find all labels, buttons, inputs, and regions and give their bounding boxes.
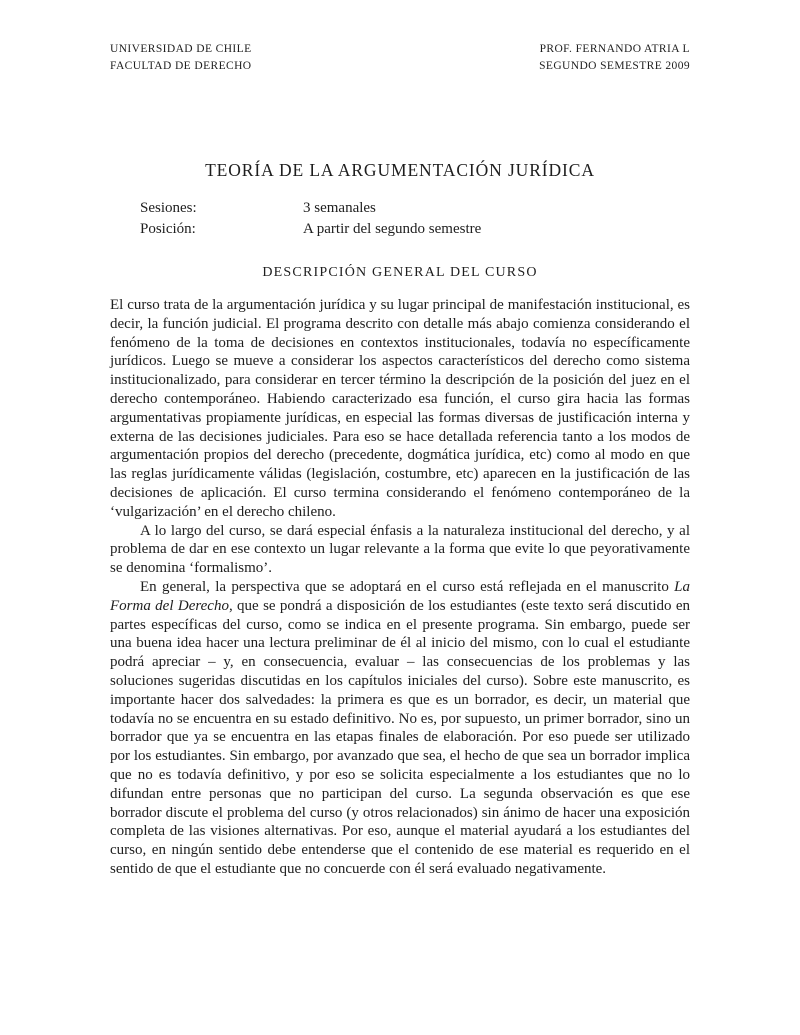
course-description <box>110 296 690 879</box>
section-heading: DESCRIPCIÓN GENERAL DEL CURSO <box>262 265 538 280</box>
header-right-block <box>539 41 690 75</box>
paragraph: A lo largo del curso, se dará especial énfasis a la naturaleza institucional del derecho, y al problema de dar en ese contexto un lugar relevante a la forma que evite lo que peyorativamente se denomina ‘formalismo’. <box>110 522 690 577</box>
course-info-table <box>140 198 481 240</box>
paragraph: El curso trata de la argumentación jurídica y su lugar principal de manifestación institucional, es decir, la función judicial. El programa descrito con detalle más abajo comienza considerando el fenómeno de la toma de decisiones en contextos institucionales, todavía no específicamente jurídicos. Luego se mueve a considerar los aspectos característicos del derecho como sistema institucionalizado, para considerar en tercer término la descripción de la posición del juez en el derecho contemporáneo. Habiendo caracterizado esa función, el curso gira hacia las formas argumentativas propiamente jurídicas, en especial las formas diversas de justificación interna y externa de las decisiones judiciales. Para eso se hace detallada referencia tanto a los modos de argumentación propios del derecho (precedente, dogmática jurídica, etc) como al modo en que las reglas jurídicamente válidas (legislación, costumbre, etc) aparecen en la justificación de las decisiones de aplicación. El curso termina considerando el fenómeno contemporáneo de la ‘vulgarización’ en el derecho chileno. <box>110 297 690 520</box>
course-info-value-position: A partir del segundo semestre <box>303 221 482 237</box>
paragraph: En general, la perspectiva que se adoptará en el curso está reflejada en el manuscrito La Forma del Derecho, que se pondrá a disposición de los estudiantes (este texto será discutido en partes específicas del curso, como se indica en el presente programa. Sin embargo, puede ser una buena idea hacer una lectura preliminar de él al inicio del mismo, con lo cual el estudiante podrá apreciar – y, en consecuencia, evaluar – las consecuencias de los problemas y las soluciones sugeridas discutidas en los capítulos iniciales del curso). Sobre este manuscrito, es importante hacer dos salvedades: la primera es que es un borrador, es decir, un material que todavía no se encuentra en su estado definitivo. No es, por supuesto, un primer borrador, sino un borrador que ya se encuentra en las etapas finales de elaboración. Por eso puede ser utilizado por los estudiantes. Sin embargo, por avanzado que sea, el hecho de que sea un borrador implica que no es todavía definitivo, y por eso se solicita especialmente a los estudiantes que no lo difundan entre personas que no participan del curso. La segunda observación es que ese borrador discute el problema del curso (y otros relacionados) sin ánimo de hacer una exposición completa de las visiones alternativas. Por eso, aunque el material ayudará a los estudiantes del curso, en ningún sentido debe entenderse que el contenido de ese material es requerido en el sentido de que el estudiante que no concuerde con él será evaluado negativamente. <box>110 578 690 877</box>
document-header <box>110 41 690 75</box>
semester-label: SEGUNDO SEMESTRE 2009 <box>539 60 690 72</box>
header-left-block <box>110 41 252 75</box>
course-info-label-position: Posición: <box>140 221 196 237</box>
faculty-name: FACULTAD DE DERECHO <box>110 60 252 72</box>
course-info-label-sessions: Sesiones: <box>140 200 197 216</box>
professor-name: PROF. FERNANDO ATRIA L <box>539 43 690 55</box>
course-title: TEORÍA DE LA ARGUMENTACIÓN JURÍDICA <box>205 160 595 180</box>
course-info-value-sessions: 3 semanales <box>303 200 376 216</box>
university-name: UNIVERSIDAD DE CHILE <box>110 43 252 55</box>
